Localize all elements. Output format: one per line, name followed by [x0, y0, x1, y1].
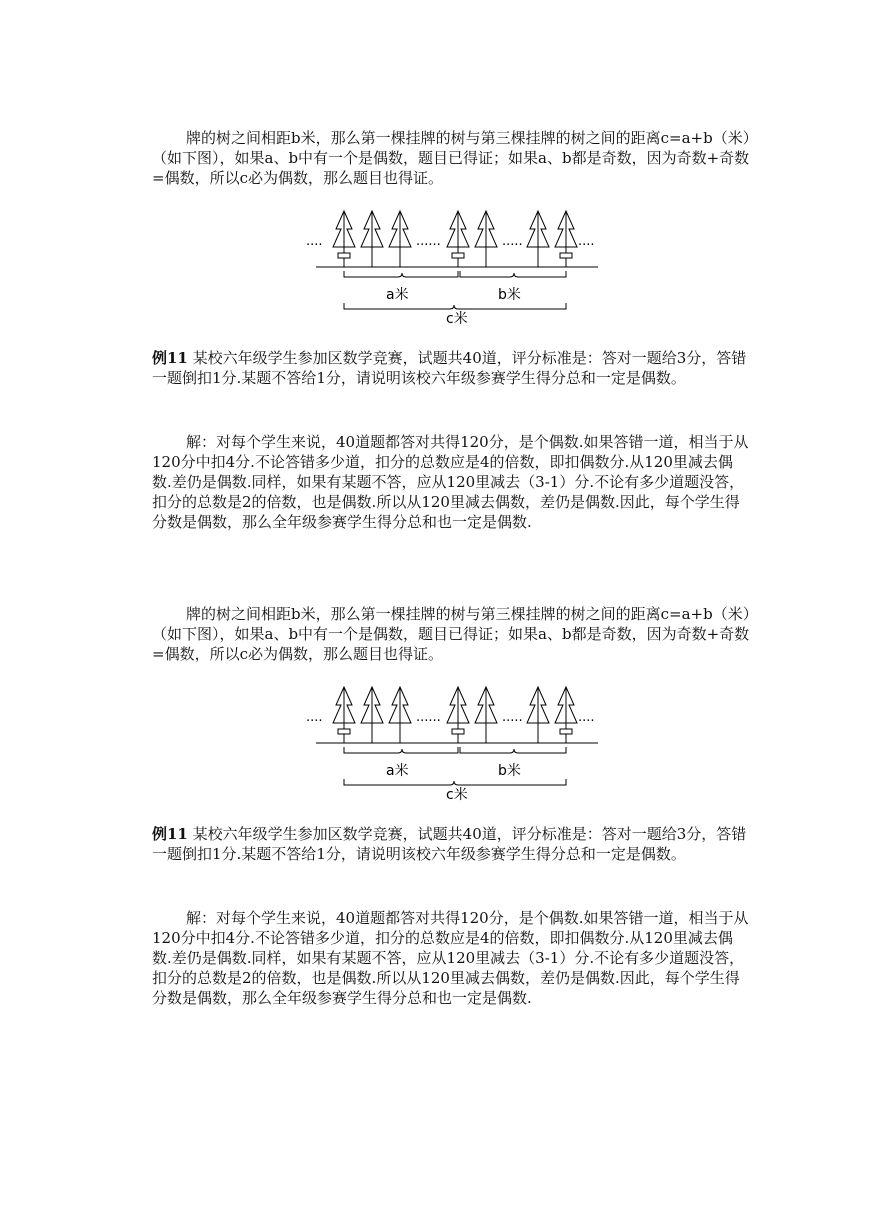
- tree-row: [333, 211, 577, 267]
- brace-a: [344, 271, 458, 277]
- tree-icon: [527, 211, 549, 267]
- dots-mid-1: ......: [416, 234, 441, 249]
- brace-b: [460, 271, 566, 277]
- intro-paragraph: 牌的树之间相距b米，那么第一棵挂牌的树与第三棵挂牌的树之间的距离c=a+b（米）（如下图），如果a、b中有一个是偶数，题目已得证；如果a、b都是奇数，因为奇数+奇数=偶数，所以c必为偶数，那么题目也得证。: [152, 129, 751, 187]
- tree-icon: [475, 687, 497, 743]
- label-c: c米: [446, 787, 468, 801]
- solution-paragraph: 解：对每个学生来说，40道题都答对共得120分，是个偶数.如果答错一道，相当于从120分中扣4分.不论答错多少道，扣分的总数应是4的倍数，即扣偶数分.从120里减去偶数.差仍是偶数.同样，如果有某题不答，应从120里减去（3-1）分.不论有多少道题没答，扣分的总数是2的倍数，也是偶数.所以从120里减去偶数，差仍是偶数.因此，每个学生得分数是偶数，那么全年级参赛学生得分总和也一定是偶数.: [152, 909, 749, 1007]
- sign-icon: [560, 253, 572, 258]
- label-b: b米: [498, 763, 521, 779]
- dots-left: ....: [306, 710, 323, 725]
- sign-icon: [452, 253, 464, 258]
- dots-mid-2: .....: [502, 710, 523, 725]
- example-text: 某校六年级学生参加区数学竞赛，试题共40道，评分标准是：答对一题给3分，答错一题倒扣1分.某题不答给1分，请说明该校六年级参赛学生得分总和一定是偶数。: [152, 349, 747, 387]
- label-a: a米: [386, 763, 409, 779]
- label-c: c米: [446, 311, 468, 325]
- tree-row: [333, 687, 577, 743]
- tree-icon: [333, 687, 355, 743]
- label-b: b米: [498, 287, 521, 303]
- brace-a: [344, 747, 458, 753]
- dots-right: ....: [578, 710, 595, 725]
- tree-icon: [447, 211, 469, 267]
- tree-icon: [555, 687, 577, 743]
- tree-icon: [389, 211, 411, 267]
- intro-paragraph: 牌的树之间相距b米，那么第一棵挂牌的树与第三棵挂牌的树之间的距离c=a+b（米）（如下图），如果a、b中有一个是偶数，题目已得证；如果a、b都是奇数，因为奇数+奇数=偶数，所以c必为偶数，那么题目也得证。: [152, 605, 751, 663]
- example-label: 例11: [152, 349, 188, 367]
- tree-icon: [555, 211, 577, 267]
- solution-paragraph: 解：对每个学生来说，40道题都答对共得120分，是个偶数.如果答错一道，相当于从120分中扣4分.不论答错多少道，扣分的总数应是4的倍数，即扣偶数分.从120里减去偶数.差仍是偶数.同样，如果有某题不答，应从120里减去（3-1）分.不论有多少道题没答，扣分的总数是2的倍数，也是偶数.所以从120里减去偶数，差仍是偶数.因此，每个学生得分数是偶数，那么全年级参赛学生得分总和也一定是偶数.: [152, 433, 749, 531]
- tree-spacing-figure: [300, 205, 610, 325]
- tree-spacing-figure: [300, 681, 610, 801]
- tree-icon: [527, 687, 549, 743]
- brace-c: [344, 779, 566, 785]
- example-label: 例11: [152, 825, 188, 843]
- tree-icon: [333, 211, 355, 267]
- dots-mid-1: ......: [416, 710, 441, 725]
- tree-icon: [389, 687, 411, 743]
- tree-icon: [361, 687, 383, 743]
- dots-mid-2: .....: [502, 234, 523, 249]
- sign-icon: [560, 729, 572, 734]
- example-paragraph: [152, 824, 752, 864]
- sign-icon: [338, 729, 350, 734]
- brace-c: [344, 303, 566, 309]
- example-text: 某校六年级学生参加区数学竞赛，试题共40道，评分标准是：答对一题给3分，答错一题倒扣1分.某题不答给1分，请说明该校六年级参赛学生得分总和一定是偶数。: [152, 825, 747, 863]
- tree-icon: [475, 211, 497, 267]
- sign-icon: [338, 253, 350, 258]
- tree-icon: [361, 211, 383, 267]
- sign-icon: [452, 729, 464, 734]
- dots-left: ....: [306, 234, 323, 249]
- dots-right: ....: [578, 234, 595, 249]
- example-paragraph: [152, 348, 752, 388]
- tree-icon: [447, 687, 469, 743]
- label-a: a米: [386, 287, 409, 303]
- brace-b: [460, 747, 566, 753]
